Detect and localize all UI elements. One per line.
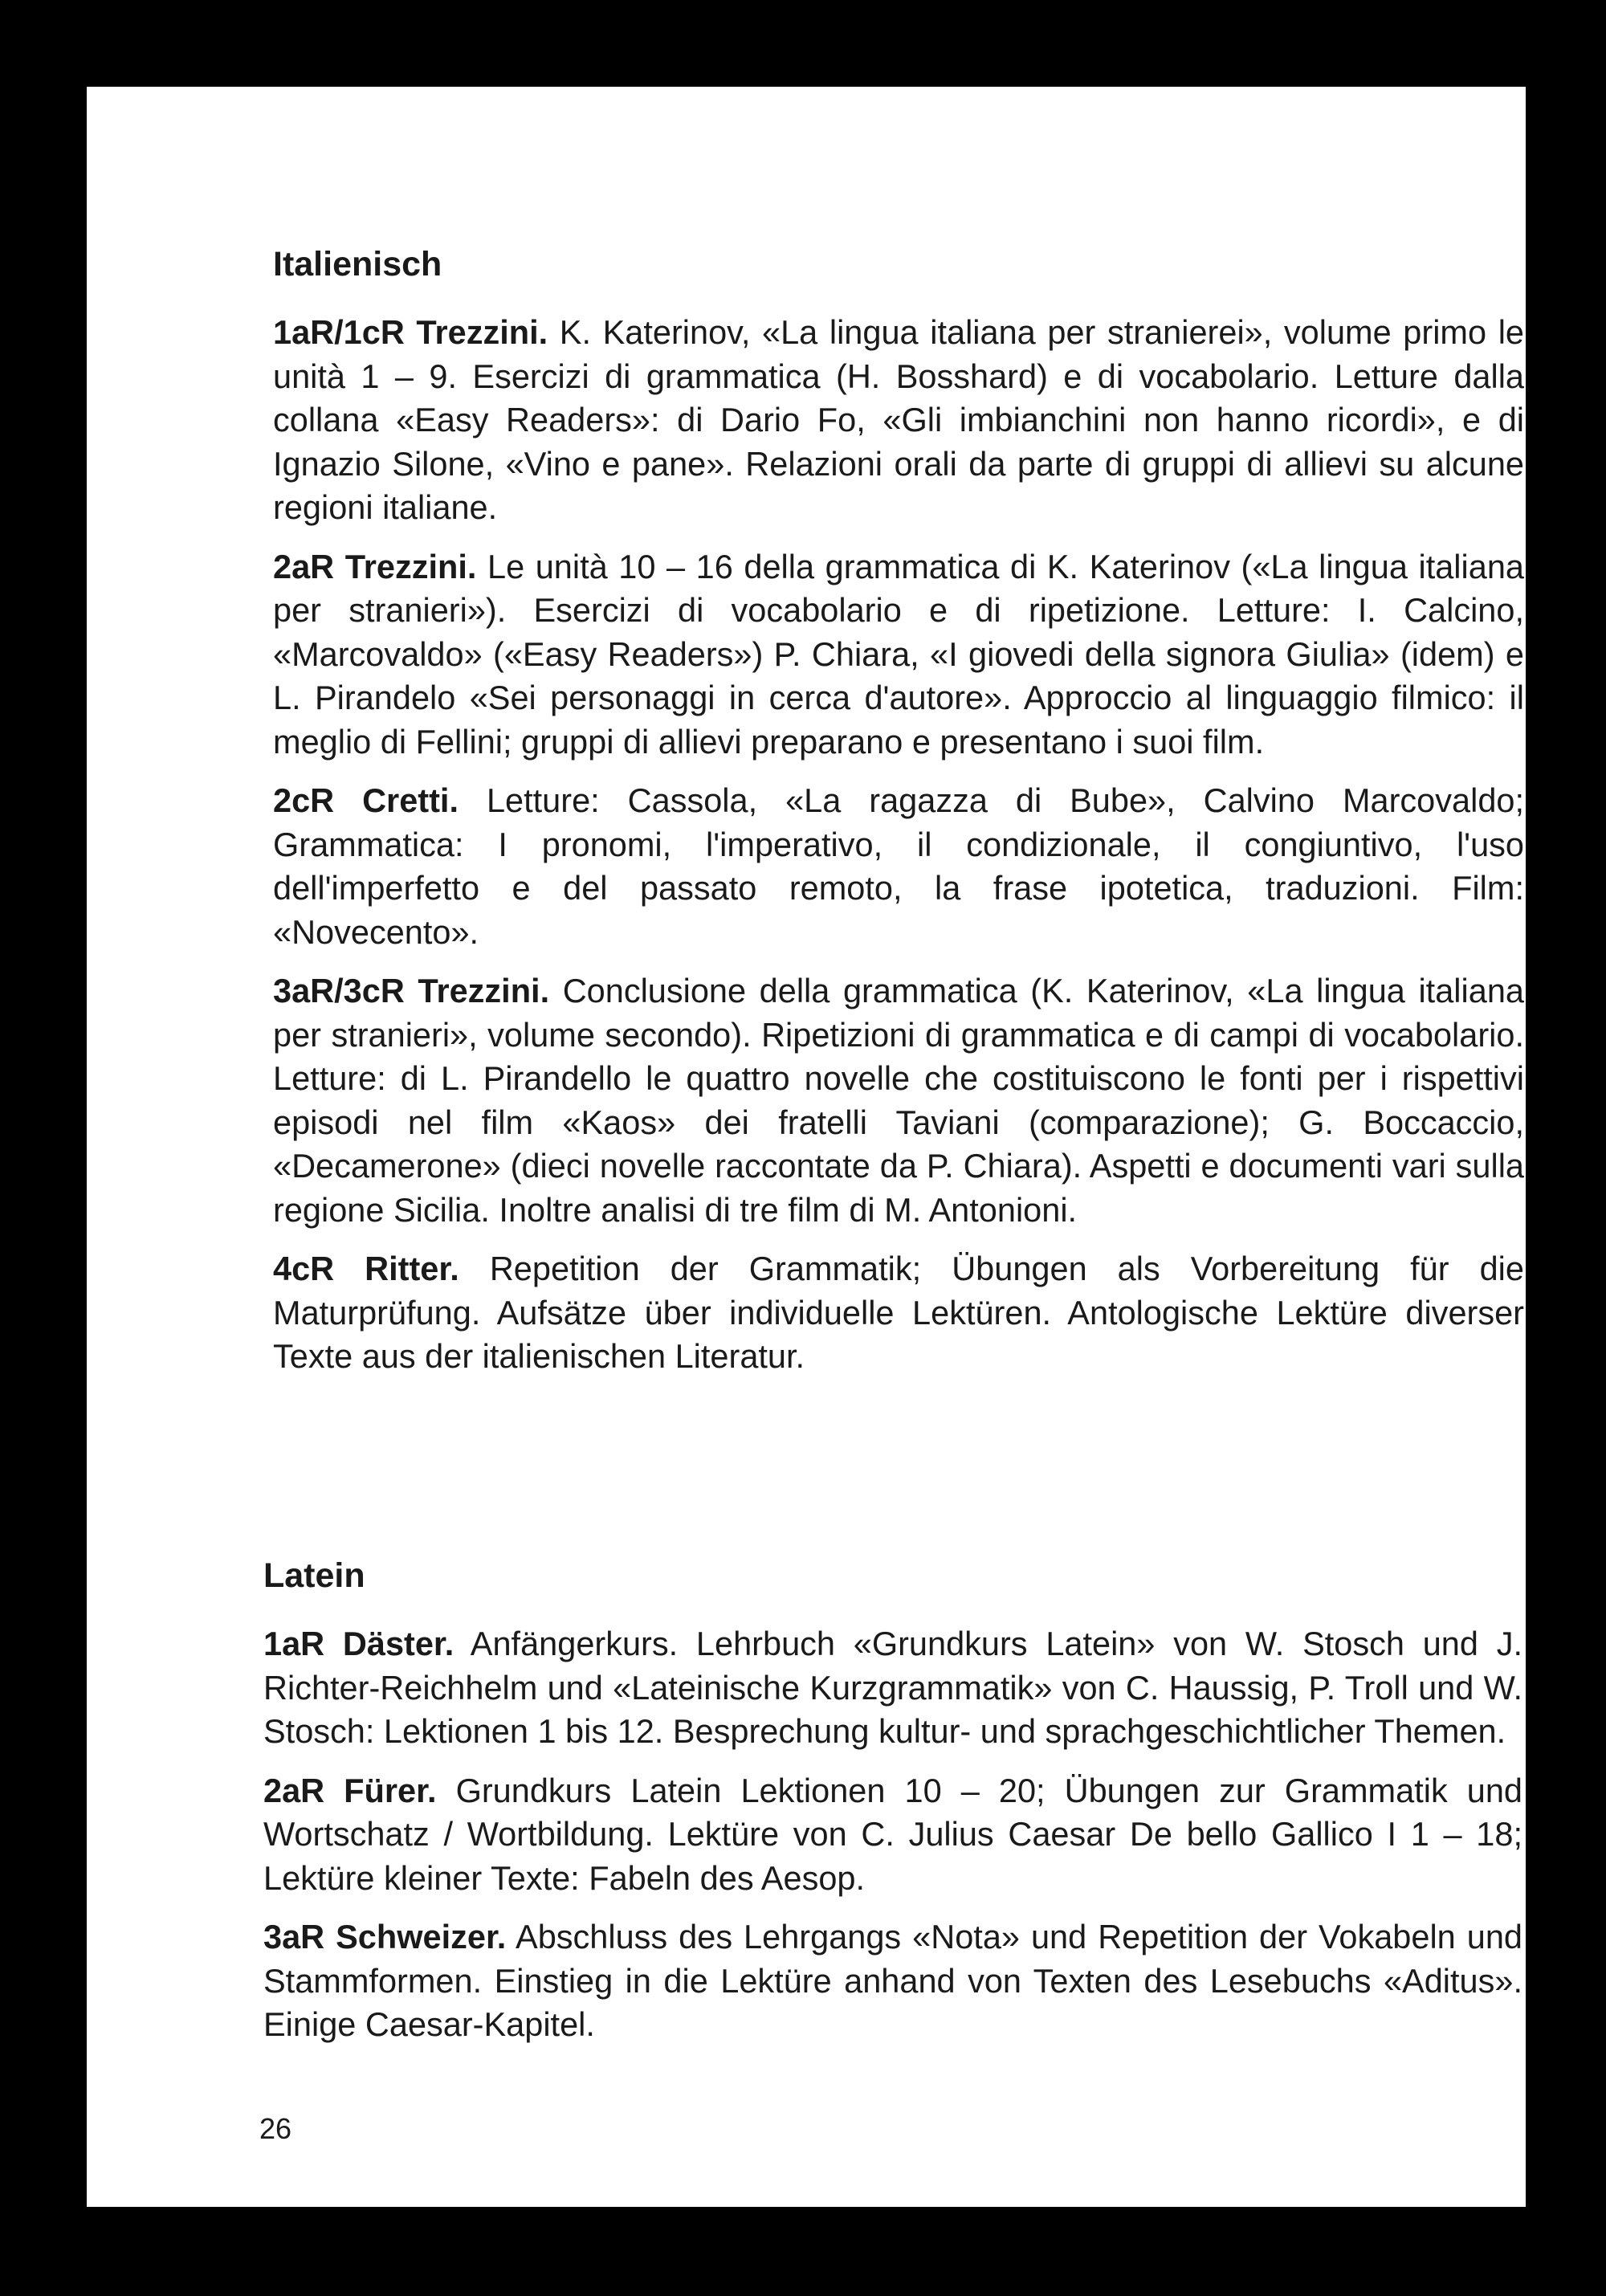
section-latein — [263, 1555, 1522, 2062]
course-description: Letture: Cassola, «La ragazza di Bube», Calvino Marcovaldo; Grammatica: I pronomi, l'imperativo, il condizionale, il congiuntivo, l'uso dell'imperfetto e del passato remoto, la frase ipotetica, traduzioni. Film: «Novecento». — [273, 781, 1525, 951]
section-italienisch — [273, 243, 1524, 1394]
course-lead: 4cR Ritter. — [273, 1250, 459, 1287]
course-lead: 2cR Cretti. — [273, 781, 459, 819]
course-lead: 3aR/3cR Trezzini. — [273, 972, 550, 1009]
course-entry-2ar — [263, 1769, 1522, 1901]
course-lead: 2aR Fürer. — [263, 1771, 437, 1809]
course-lead: 3aR Schweizer. — [263, 1918, 507, 1955]
page-number: 26 — [259, 2112, 292, 2145]
course-entry-3ar — [263, 1915, 1522, 2047]
course-description: Le unità 10 – 16 della grammatica di K. Katerinov («La lingua italiana per stranieri»). Esercizi di vocabolario e di ripetizione. Letture: I. Calcino, «Marcovaldo» («Easy Readers») P. Chiara, «I giovedi della signora Giulia» (idem) e L. Pirandelo «Sei personaggi in cerca d'autore». Approccio al linguaggio filmico: il meglio di Fellini; gruppi di allievi preparano e presentano i suoi film. — [273, 547, 1524, 761]
course-entry-1ar-1cr — [273, 311, 1524, 530]
document-page — [87, 87, 1526, 2207]
course-lead: 1aR/1cR Trezzini. — [273, 313, 548, 351]
course-entry-4cr — [273, 1247, 1524, 1379]
course-entry-2ar — [273, 545, 1524, 765]
course-entry-3ar-3cr — [273, 969, 1524, 1232]
course-lead: 1aR Däster. — [263, 1625, 454, 1662]
section-heading: Latein — [263, 1556, 365, 1595]
course-description: Abschluss des Lehrgangs «Nota» und Repetition der Vokabeln und Stammformen. Einstieg in die Lektüre anhand von Texten des Lesebuchs «Aditus». Einige Caesar-Kapitel. — [263, 1918, 1522, 2043]
course-entry-2cr — [273, 779, 1524, 954]
section-heading: Italienisch — [273, 245, 442, 283]
course-entry-1ar — [263, 1622, 1522, 1754]
course-description: K. Katerinov, «La lingua italiana per stranierei», volume primo le unità 1 – 9. Esercizi di grammatica (H. Bosshard) e di vocabolario. Letture dalla collana «Easy Readers»: di Dario Fo, «Gli imbianchini non hanno ricordi», e di Ignazio Silone, «Vino e pane». Relazioni orali da parte di gruppi di allievi su alcune regioni italiane. — [273, 313, 1524, 526]
course-description: Grundkurs Latein Lektionen 10 – 20; Übungen zur Grammatik und Wortschatz / Wortbildung. Lektüre von C. Julius Caesar De bello Gallico I 1 – 18; Lektüre kleiner Texte: Fabeln des Aesop. — [263, 1771, 1522, 1897]
course-description: Conclusione della grammatica (K. Katerinov, «La lingua italiana per stranieri», volume secondo). Ripetizioni di grammatica e di campi di vocabolario. Letture: di L. Pirandello le quattro novelle che costituiscono le fonti per i rispettivi episodi nel film «Kaos» dei fratelli Taviani (comparazione); G. Boccaccio, «Decamerone» (dieci novelle raccontate da P. Chiara). Aspetti e documenti vari sulla regione Sicilia. Inoltre analisi di tre film di M. Antonioni. — [273, 972, 1524, 1229]
course-description: Repetition der Grammatik; Übungen als Vorbereitung für die Maturprüfung. Aufsätze über individuelle Lektüren. Antologische Lektüre diverser Texte aus der italienischen Literatur. — [273, 1250, 1524, 1375]
course-description: Anfängerkurs. Lehrbuch «Grundkurs Latein» von W. Stosch und J. Richter-Reichhelm und «Lateinische Kurzgrammatik» von C. Haussig, P. Troll und W. Stosch: Lektionen 1 bis 12. Besprechung kultur- und sprachgeschichtlicher Themen. — [263, 1625, 1522, 1750]
course-lead: 2aR Trezzini. — [273, 547, 477, 585]
